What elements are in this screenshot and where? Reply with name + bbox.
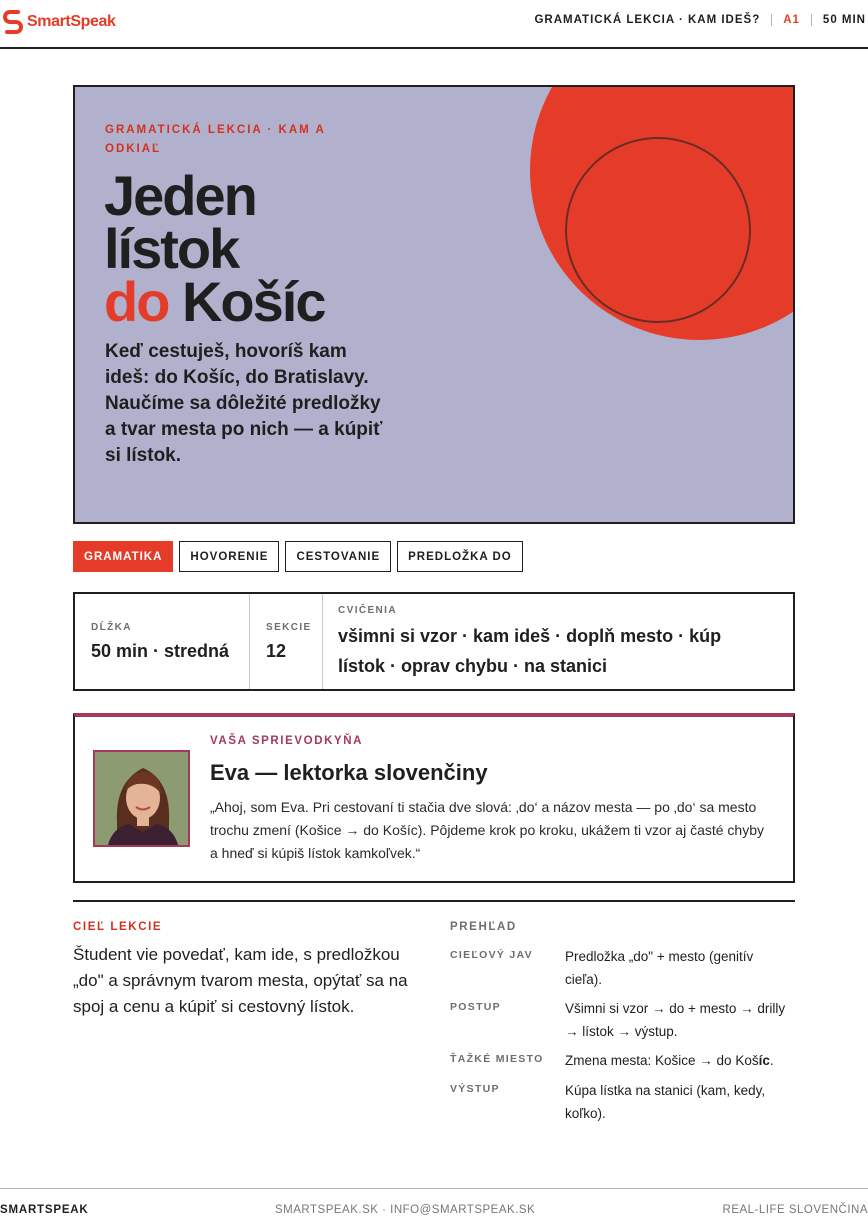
avatar-portrait-icon bbox=[95, 752, 190, 847]
divider bbox=[811, 14, 812, 26]
section-divider bbox=[73, 900, 795, 902]
overview-value-text: . bbox=[769, 1053, 774, 1068]
tag-gramatika[interactable]: GRAMATIKA bbox=[73, 541, 173, 572]
meta-length bbox=[75, 594, 250, 689]
hero-kicker: GRAMATICKÁ LEKCIA · KAM A ODKIAĽ bbox=[105, 124, 326, 155]
brand-name: SmartSpeak bbox=[27, 13, 116, 30]
meta-exercises bbox=[323, 594, 793, 689]
decorative-ring bbox=[565, 137, 751, 323]
tag-list bbox=[73, 541, 523, 572]
meta-label: DĹŽKA bbox=[91, 622, 132, 633]
footer-brand: SMARTSPEAK bbox=[0, 1204, 89, 1216]
lesson-label: GRAMATICKÁ LEKCIA · KAM IDEŠ? bbox=[534, 14, 761, 26]
tag-predlozka-do[interactable]: PREDLOŽKA DO bbox=[397, 541, 523, 572]
header-meta bbox=[534, 14, 866, 26]
title-accent: do bbox=[104, 270, 169, 333]
avatar bbox=[93, 750, 190, 847]
overview-value-emphasis: íc bbox=[758, 1053, 770, 1068]
overview-key: CIEĽOVÝ JAV bbox=[450, 949, 533, 961]
footer-contact[interactable]: SMARTSPEAK.SK · INFO@SMARTSPEAK.SK bbox=[275, 1204, 536, 1216]
duration-label: 50 MIN bbox=[822, 14, 866, 26]
tag-cestovanie[interactable]: CESTOVANIE bbox=[285, 541, 391, 572]
footer bbox=[0, 1188, 868, 1228]
overview-value bbox=[565, 1049, 790, 1072]
overview-label: PREHĽAD bbox=[450, 921, 517, 933]
meta-value: 12 bbox=[266, 641, 287, 661]
overview-value: Všimni si vzor → do + mesto → drilly → lístok → výstup. bbox=[565, 1001, 786, 1039]
goal-label: CIEĽ LEKCIE bbox=[73, 921, 163, 933]
overview-value: Kúpa lístka na stanici (kam, kedy, koľko). bbox=[565, 1083, 766, 1121]
overview-row bbox=[450, 1079, 795, 1125]
hero-lede: Keď cestuješ, hovoríš kam ideš: do Košíc, do Bratislavy. Naučíme sa dôležité predložky a tvar mesta po nich — a kúpiť si lístok. bbox=[105, 341, 383, 466]
overview-value: Predložka „do" + mesto (genitív cieľa). bbox=[565, 949, 754, 987]
overview-row bbox=[450, 945, 795, 991]
title-line: Košíc bbox=[181, 270, 325, 333]
hero-card bbox=[73, 85, 795, 524]
meta-sections bbox=[250, 594, 323, 689]
overview-key: POSTUP bbox=[450, 1001, 501, 1013]
level-badge: A1 bbox=[783, 14, 800, 26]
top-bar bbox=[0, 0, 868, 49]
title-line: lístok bbox=[104, 217, 239, 280]
overview-key: VÝSTUP bbox=[450, 1083, 500, 1095]
guide-kicker: VAŠA SPRIEVODKYŇA bbox=[210, 735, 364, 747]
guide-name: Eva — lektorka slovenčiny bbox=[210, 760, 488, 785]
overview-row bbox=[450, 997, 795, 1043]
meta-label: SEKCIE bbox=[266, 622, 312, 633]
meta-value: 50 min · stredná bbox=[91, 641, 230, 661]
overview-row bbox=[450, 1049, 795, 1072]
overview-key: ŤAŽKÉ MIESTO bbox=[450, 1053, 544, 1065]
guide-card bbox=[73, 713, 795, 883]
overview-value-text: Zmena mesta: Košice → do Koš bbox=[565, 1053, 759, 1068]
footer-tagline: REAL-LIFE SLOVENČINA bbox=[722, 1204, 868, 1216]
logo-icon bbox=[2, 9, 24, 35]
guide-quote: „Ahoj, som Eva. Pri cestovaní ti stačia dve slová: ‚do‘ a názov mesta — po ‚do‘ sa mesto trochu zmení (Košice → do Košíc). Pôjdeme krok po kroku, ukážem ti vzor aj časté chyby a hneď si kúpiš lístok kamkoľvek.“ bbox=[210, 799, 764, 861]
title-line: Jeden bbox=[104, 164, 256, 227]
divider bbox=[771, 14, 772, 26]
meta-value: všimni si vzor · kam ideš · doplň mesto · kúp lístok · oprav chybu · na stanici bbox=[338, 626, 722, 676]
goal-text: Študent vie povedať, kam ide, s predložkou „do" a správnym tvarom mesta, opýtať sa na spoj a cenu a kúpiť si cestovný lístok. bbox=[73, 945, 408, 1016]
logo[interactable] bbox=[2, 9, 116, 35]
page-title bbox=[104, 164, 325, 333]
meta-label: CVIČENIA bbox=[338, 605, 397, 616]
tag-hovorenie[interactable]: HOVORENIE bbox=[179, 541, 279, 572]
lesson-meta bbox=[73, 592, 795, 691]
